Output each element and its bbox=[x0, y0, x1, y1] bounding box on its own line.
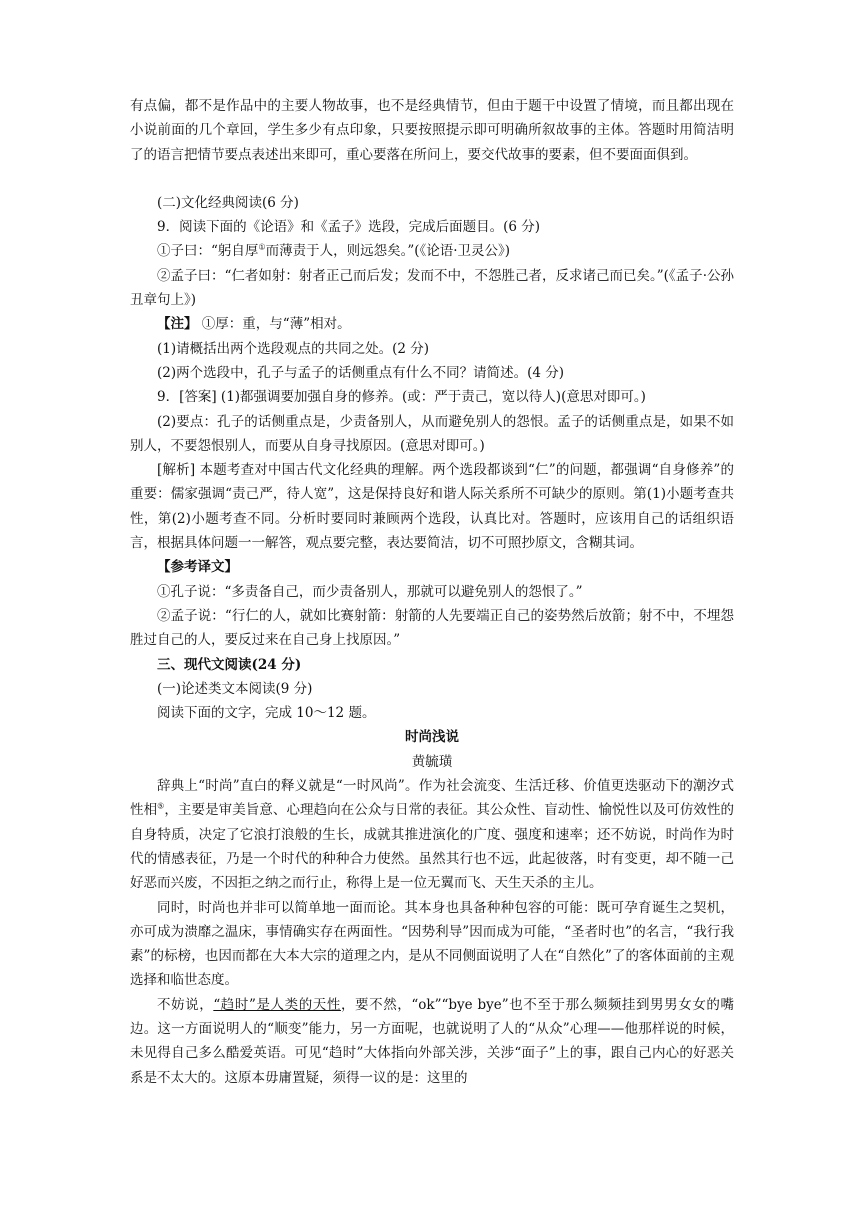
analects-quote: ①子曰：“躬自厚①而薄责于人，则远怨矣。”(《论语·卫灵公》) bbox=[157, 242, 511, 260]
translation-2: ②孟子说：“行仁的人，就如比赛射箭：射箭的人先要端正自己的姿势然后放箭；射不中，不埋怨胜过自己的人，要反过来在自己身上找原因。” bbox=[130, 607, 734, 649]
article-paragraph-3: 不妨说，“趋时”是人类的天性，要不然，“ok”“bye bye”也不至于那么频频挂到男男女女的嘴边。这一方面说明人的“顺变”能力，另一方面呢，也就说明了人的“从众”心理——他那样说的时候，未见得自己多么酷爱英语。可见“趋时”大体指向外部关涉，关涉“面子”上的事，跟自己内心的好恶关系是不太大的。这原本毋庸置疑，须得一议的是：这里的 bbox=[130, 996, 734, 1086]
footnote-marker: ① bbox=[258, 242, 266, 252]
underlined-phrase: “趋时”是人类的天性 bbox=[213, 996, 341, 1013]
translation-1: ①孔子说：“多责备自己，而少责备别人，那就可以避免别人的怨恨了。” bbox=[157, 583, 583, 600]
answer-2: (2)要点：孔子的话侧重点是，少责备别人，从而避免别人的怨恨。孟子的话侧重点是，如果不如别人，不要怨恨别人，而要从自身寻找原因。(意思对即可。) bbox=[130, 413, 734, 454]
sub-question-2: (2)两个选段中，孔子与孟子的话侧重点有什么不同？请简述。(4 分) bbox=[157, 364, 565, 381]
footnote-marker: ⑤ bbox=[157, 801, 165, 811]
answer-label: 9．[答案] bbox=[157, 389, 217, 406]
annotation-label: 【注】 bbox=[157, 316, 198, 333]
article-paragraph-2: 同时，时尚也并非可以简单地一面而论。其本身也具备种种包容的可能：既可孕育诞生之契机，亦可成为溃靡之温床，事情确实存在两面性。“因势利导”因而成为可能，“圣者时也”的名言，“我行我素”的标榜，也因而都在大本大宗的道理之内，是从不同侧面说明了人在“自然化”了的客体面前的主观选择和临世态度。 bbox=[130, 899, 734, 989]
analysis: [解析] 本题考查对中国古代文化经典的理解。两个选段都谈到“仁”的问题，都强调“自身修养”的重要：儒家强调“责己严，待人宽”，这是保持良好和谐人际关系所不可缺少的原则。第(1)小题考查共性，第(2)小题考查不同。分析时要同时兼顾两个选段，认真比对。答题时，应该用自己的话组织语言，根据具体问题一一解答，观点要完整，表达要简洁，切不可照抄原文，含糊其词。 bbox=[130, 462, 734, 552]
mencius-quote: ②孟子曰：“仁者如射：射者正己而后发；发而不中，不怨胜己者，反求诸己而已矣。”(《孟子·公孙丑章句上》) bbox=[130, 267, 734, 309]
analysis-label: [解析] bbox=[157, 462, 196, 479]
section-classics-heading: (二)文化经典阅读(6 分) bbox=[157, 194, 299, 211]
annotation: 【注】 ①厚：重，与“薄”相对。 bbox=[157, 316, 351, 333]
reading-instruction: 阅读下面的文字，完成 10～12 题。 bbox=[157, 705, 376, 722]
article-title: 时尚浅说 bbox=[405, 729, 459, 746]
section-modern-heading: 三、现代文阅读(24 分) bbox=[157, 656, 302, 673]
answer-1: 9．[答案] (1)都强调要加强自身的修养。(或：严于责己，宽以待人)(意思对即可。) bbox=[157, 389, 646, 406]
translation-heading: 【参考译文】 bbox=[157, 559, 238, 576]
page-content bbox=[130, 94, 734, 1090]
section-argument-heading: (一)论述类文本阅读(9 分) bbox=[157, 680, 313, 697]
intro-explanation: 有点偏，都不是作品中的主要人物故事，也不是经典情节，但由于题干中设置了情境，而且都出现在小说前面的几个章回，学生多少有点印象，只要按照提示即可明确所叙故事的主体。答题时用简洁明了的语言把情节要点表述出来即可，重心要落在所问上，要交代故事的要素，但不要面面俱到。 bbox=[130, 98, 734, 163]
sub-question-1: (1)请概括出两个选段观点的共同之处。(2 分) bbox=[157, 340, 430, 357]
question-9-stem: 9．阅读下面的《论语》和《孟子》选段，完成后面题目。(6 分) bbox=[157, 219, 541, 236]
article-author: 黄毓璜 bbox=[411, 753, 453, 770]
article-paragraph-1: 辞典上“时尚”直白的释义就是“一时风尚”。作为社会流变、生活迁移、价值更迭驱动下的潮汐式性相⑤，主要是审美旨意、心理趋向在公众与日常的表征。其公众性、盲动性、愉悦性以及可仿效性的自身特质，决定了它浪打浪般的生长，成就其推进演化的广度、强度和速率；还不妨说，时尚作为时代的情感表征，乃是一个时代的种种合力使然。虽然其行也不远，此起彼落，时有变更，却不随一己好恶而兴废，不因拒之纳之而行止，称得上是一位无翼而飞、天生天杀的主儿。 bbox=[130, 778, 735, 892]
